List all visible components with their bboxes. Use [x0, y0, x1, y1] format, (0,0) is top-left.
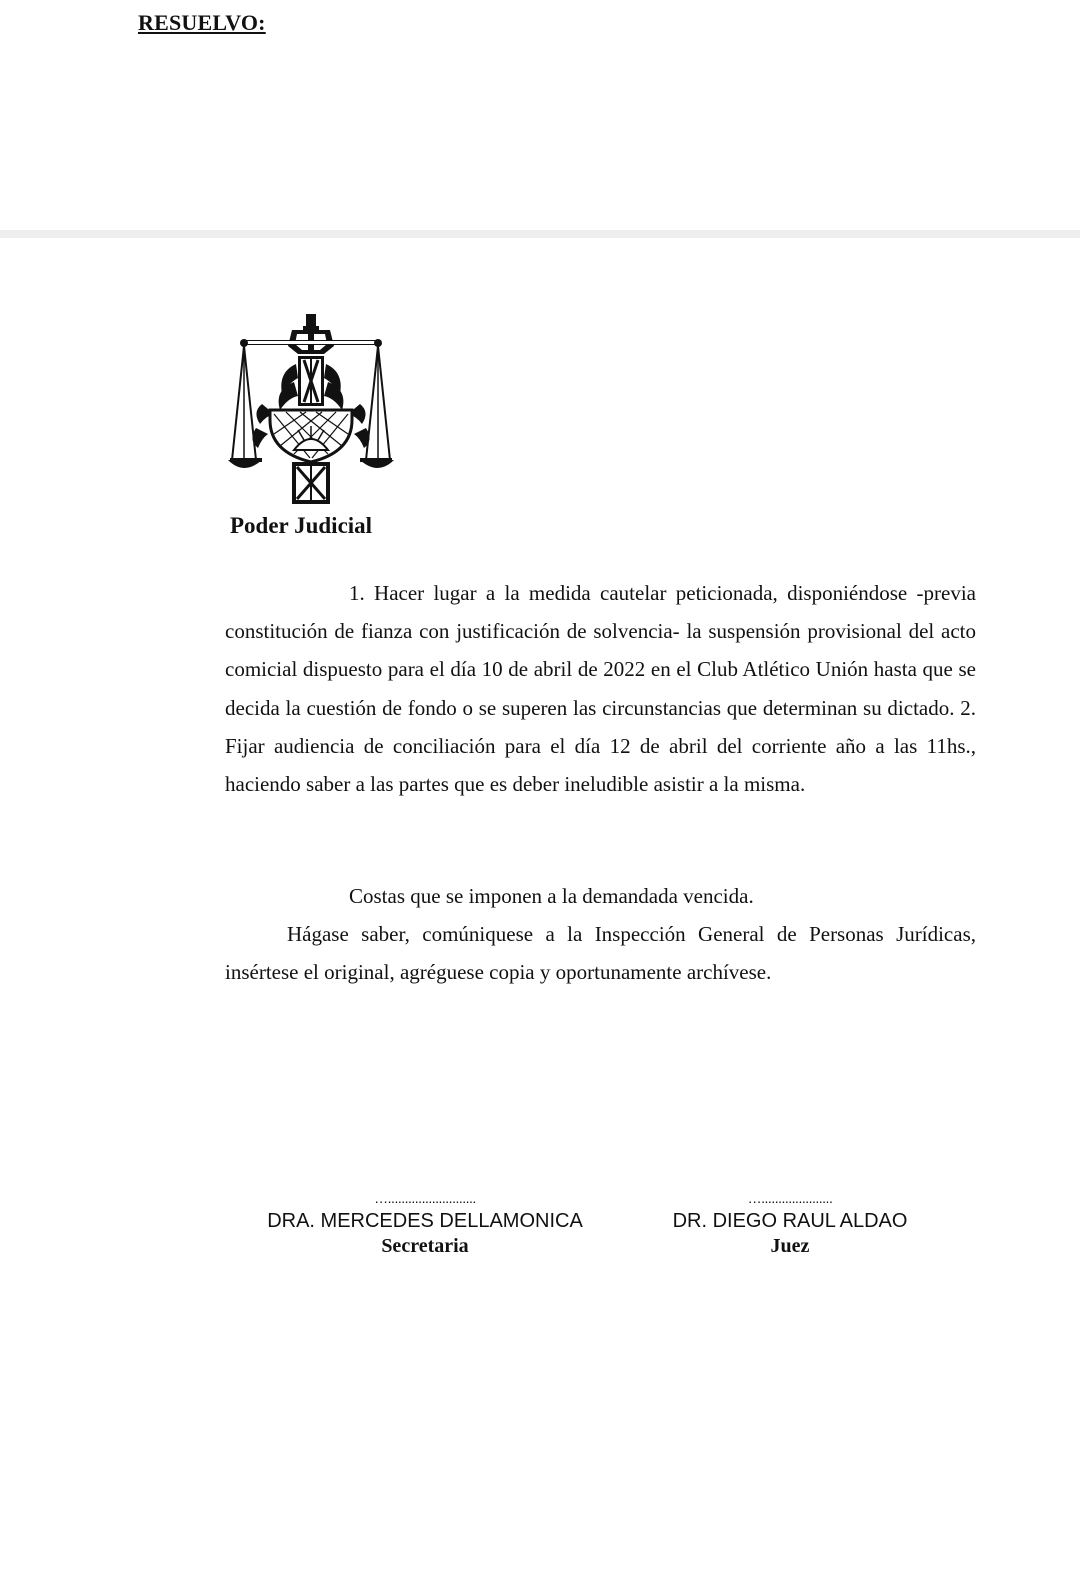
resolution-paragraph-1: 1. Hacer lugar a la medida cautelar peticionada, disponiéndose -previa constitución de fianza con justificación de solvencia- la suspensión provisional del acto comicial dispuesto para el día 10 de abril de 2022 en el Club Atlético Unión hasta que se decida la cuestión de fondo o se superen las circunstancias que determinan su dictado. 2. Fijar audiencia de conciliación para el día 12 de abril del corriente año a las 11hs., haciendo saber a las partes que es deber ineludible asistir a la misma.: [225, 581, 976, 797]
signatory-name: DR. DIEGO RAUL ALDAO: [672, 1210, 908, 1232]
justice-scales-coat-of-arms-icon: [226, 312, 396, 512]
resolution-heading: RESUELVO:: [138, 10, 266, 35]
signature-block-judge: [650, 1190, 930, 1258]
institution-name: Poder Judicial: [230, 513, 373, 538]
signature-block-secretary: [250, 1190, 600, 1258]
signature-line: …..........................: [374, 1190, 476, 1206]
resolution-paragraph-2: Costas que se imponen a la demandada vencida.: [349, 884, 754, 908]
signatory-role: Juez: [770, 1235, 810, 1257]
signatory-role: Secretaria: [381, 1235, 469, 1257]
page-separator: [0, 230, 1080, 238]
signatory-name: DRA. MERCEDES DELLAMONICA: [267, 1210, 583, 1232]
page-top-section: [0, 0, 1080, 230]
resolution-paragraph-3: Hágase saber, comúniquese a la Inspección General de Personas Jurídicas, insértese el original, agréguese copia y oportunamente archívese.: [225, 922, 976, 985]
signature-line: ….....................: [747, 1190, 833, 1206]
